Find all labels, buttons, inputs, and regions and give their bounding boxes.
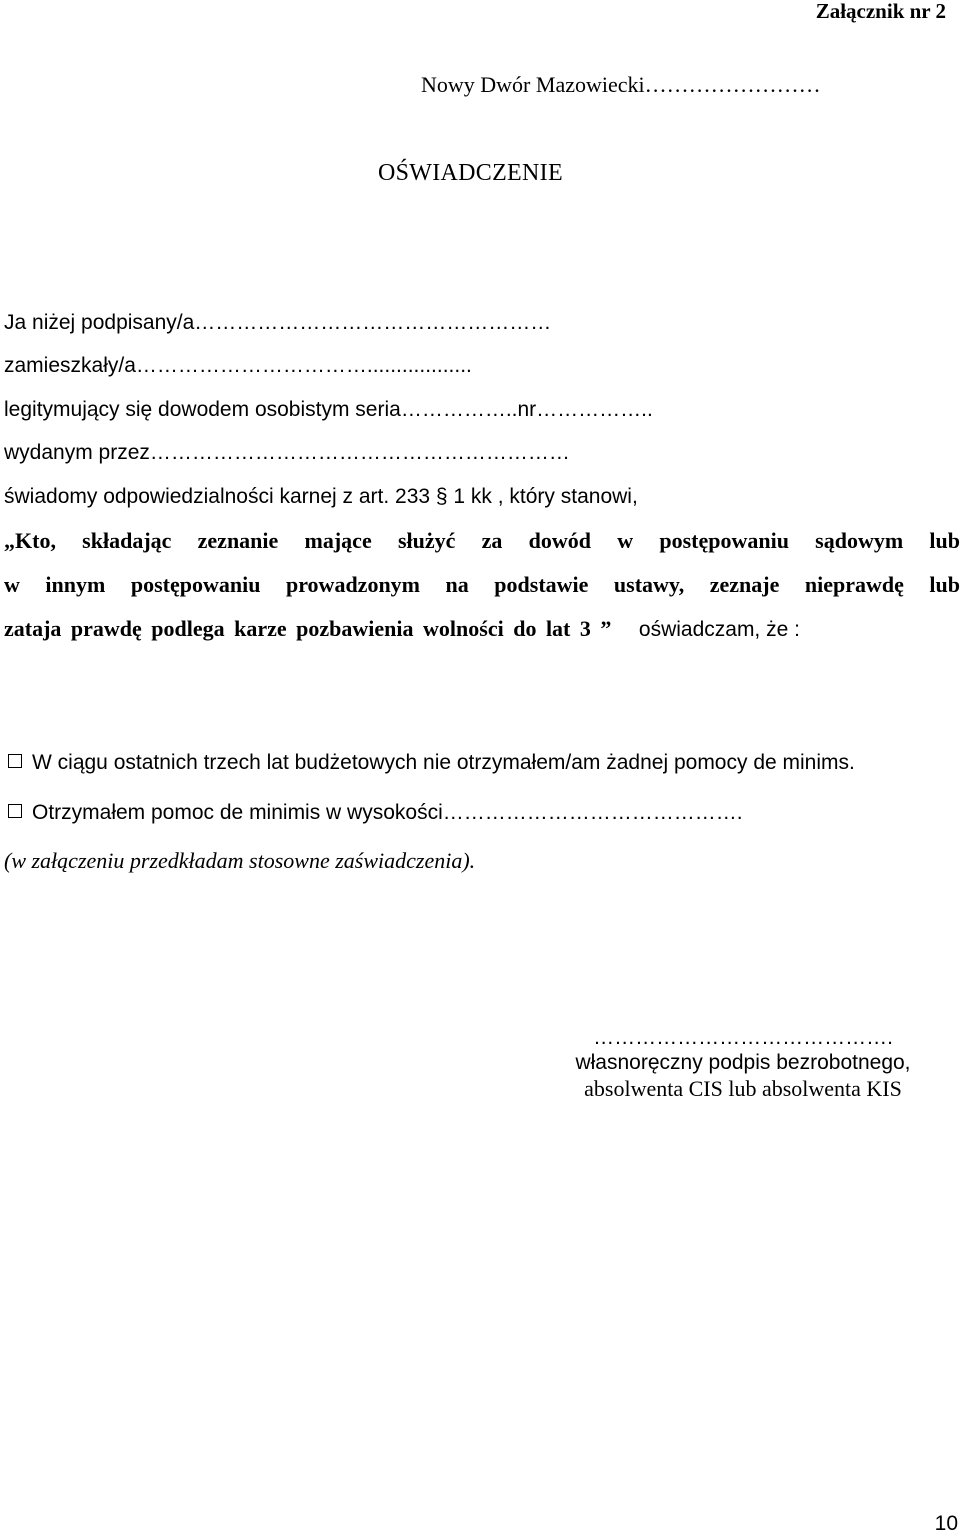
declarant-address-line: zamieszkały/a…………………………….................. (4, 354, 472, 377)
signature-label-line-2: absolwenta CIS lub absolwenta KIS (584, 1076, 902, 1101)
page-number: 10 (934, 1512, 958, 1535)
attachment-note: (w załączeniu przedkładam stosowne zaświadczenia). (4, 848, 476, 873)
document-title: OŚWIADCZENIE (378, 160, 563, 186)
option-received-aid-label: Otrzymałem pomoc de minimis w wysokości……………………………………. (32, 801, 743, 824)
option-no-aid (8, 750, 855, 776)
issued-by-line: wydanym przez…………………………………………………… (4, 441, 570, 464)
option-received-aid (8, 800, 743, 826)
option-no-aid-label: W ciągu ostatnich trzech lat budżetowych nie otrzymałem/am żadnej pomocy de minims. (32, 751, 855, 774)
legal-quote-line-1: „Kto, składając zeznanie mające służyć za dowód w postępowaniu sądowym lub (4, 528, 960, 553)
attachment-label: Załącznik nr 2 (815, 0, 946, 23)
legal-quote-end: zataja prawdę podlega karze pozbawienia wolności do lat 3 ” (4, 616, 612, 641)
declarant-name-line: Ja niżej podpisany/a…………………………………………… (4, 311, 552, 334)
signature-block (563, 1026, 923, 1102)
place-date-line: Nowy Dwór Mazowiecki…………………… (421, 72, 821, 97)
legal-quote-line-3 (4, 616, 800, 643)
declarant-id-line: legitymujący się dowodem osobistym seria……………..nr…………….. (4, 398, 653, 421)
checkbox-received-aid[interactable] (8, 804, 22, 818)
signature-dots: ……………………………………. (593, 1026, 893, 1049)
signature-label-line-1: własnoręczny podpis bezrobotnego, (575, 1051, 911, 1074)
declaration-intro: oświadczam, że : (638, 618, 800, 641)
criminal-liability-awareness: świadomy odpowiedzialności karnej z art. 233 § 1 kk , który stanowi, (4, 485, 638, 508)
legal-quote-line-2: w innym postępowaniu prowadzonym na podstawie ustawy, zeznaje nieprawdę lub (4, 572, 960, 597)
checkbox-no-aid[interactable] (8, 754, 22, 768)
